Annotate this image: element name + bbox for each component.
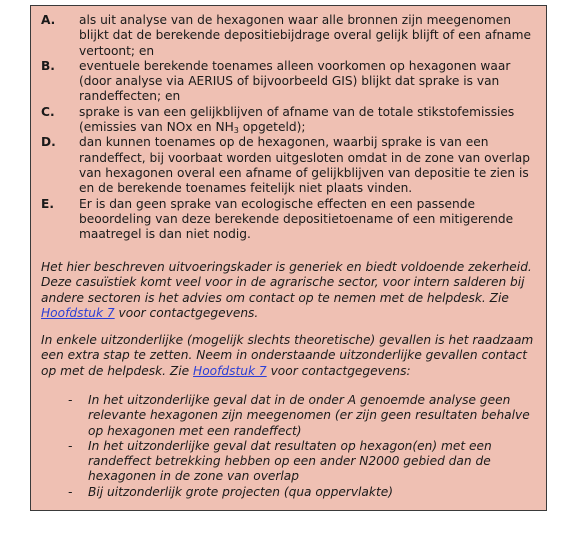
info-box [30,5,547,511]
list-text: eventuele berekende toenames alleen voorkomen op hexagonen waar (door analyse via AERIUS of bijvoorbeeld GIS) blijkt dat sprake is van randeffecten; en [79,58,511,104]
lettered-list [41,13,541,242]
bullet-text: In het uitzonderlijke geval dat resultaten op hexagon(en) met een randeffect betrekking hebben op een ander N2000 gebied dan de hexagonen in de zone van overlap [88,438,492,484]
paragraph-text: Het hier beschreven uitvoeringskader is generiek en biedt voldoende zekerheid. Deze casuïstiek komt veel voor in de agrarische sector, voor intern salderen bij andere sectoren is het advies om contact op te nemen met de helpdesk. Zie [41,260,532,305]
bullet-text: Bij uitzonderlijk grote projecten (qua oppervlakte) [88,484,393,499]
list-letter: B. [41,58,55,73]
bullet-text: In het uitzonderlijke geval dat in de onder A genoemde analyse geen relevante hexagonen zijn meegenomen (er zijn geen resultaten behalve op hexagonen met een randeffect) [88,393,530,438]
list-item-e [41,197,541,243]
subscript: 3 [233,126,239,136]
list-item-b [41,59,541,105]
list-letter: A. [41,13,56,27]
list-text: dan kunnen toenames op de hexagonen, waarbij sprake is van een randeffect, bij voorbaat worden uitgesloten omdat in de zone van overlap van hexagonen overal een afname of gelijkblijven van depositie te zien is en de berekende toenames feitelijk niet plaats vinden. [79,135,530,196]
list-letter: C. [41,104,55,119]
list-text-part: opgeteld); [238,120,306,135]
list-letter: E. [41,196,54,211]
list-text [79,105,541,136]
bullet-dash: - [68,484,73,499]
paragraph-text-end: voor contactgegevens. [114,305,259,320]
bullet-dash: - [68,393,73,407]
list-letter: D. [41,135,56,150]
list-item-c [41,105,541,136]
bullet-dash: - [68,438,73,453]
list-text: Er is dan geen sprake van ecologische effecten en een passende beoordeling van deze berekende depositietoename of een mitigerende maatregel is dan niet nodig. [79,196,514,242]
chapter-7-link[interactable]: Hoofdstuk 7 [41,305,115,320]
list-text-part: sprake is van een gelijkblijven of afname van de totale stikstofemissies (emissies van NOx en NH [79,104,515,135]
paragraph-text: In enkele uitzonderlijke (mogelijk slechts theoretische) gevallen is het raadzaam een extra stap te zetten. Neem in onderstaande uitzonderlijke gevallen contact op met de helpdesk. Zie [41,333,534,378]
list-item-d [41,135,541,196]
paragraph-execution-framework [41,260,541,321]
chapter-7-link[interactable]: Hoofdstuk 7 [193,363,267,378]
bullet-item [41,439,541,485]
paragraph-exceptional-cases [41,333,541,379]
paragraph-text-end: voor contactgegevens: [266,363,411,378]
bullet-item [41,485,541,500]
list-text: als uit analyse van de hexagonen waar alle bronnen zijn meegenomen blijkt dat de berekende depositiebijdrage overal gelijk blijft of een afname vertoont; en [79,13,532,58]
bullet-item [41,393,541,439]
bullet-list [41,393,541,500]
list-item-a [41,13,541,59]
